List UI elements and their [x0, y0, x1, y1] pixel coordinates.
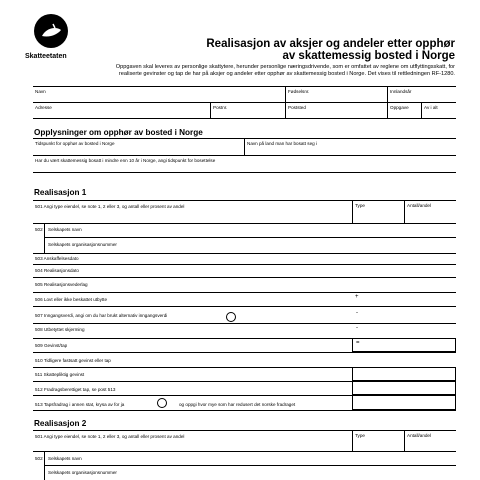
r1-company-name[interactable]: Selskapets navn [48, 227, 82, 232]
municipality-field[interactable]: Innlandsår [387, 86, 456, 102]
poststed-field[interactable]: Poststed [285, 102, 387, 118]
oppgave-field[interactable]: Oppgave [387, 102, 421, 118]
intro-text: Oppgaven skal leveres av personlige skattytere, herunder personlige næringsdrivende, som er omfattet av reglene om utflyttingsskatt, for realiserte gevinster og tap de har på aksjer og andeler etter opphør av skattemessig bosted i Norge. Det vises til rettledningen RF-1280. [115, 64, 455, 78]
skatteetaten-logo-icon [34, 14, 68, 48]
r1-row-513: 513 Tapsfradrag i annen stat, krysa av for ja [35, 402, 125, 407]
ssn-field[interactable]: Fødselsnr. [285, 86, 387, 102]
r1-row-503[interactable]: 503 Anskaffelsesdato [35, 256, 79, 261]
r1-row-501: 501 Angi type eiendel, se note 1, 2 eller 3, og antall eller prosent av andel [35, 204, 185, 209]
r2-row-502: 502 [35, 456, 43, 461]
av-i-alt-field[interactable]: Av i alt [421, 102, 456, 118]
opphor-time-field[interactable]: Tidspunkt for opphør av bosted i Norge [33, 138, 244, 155]
opphor-heading: Opplysninger om opphør av bosted i Norge [34, 128, 203, 137]
r1-row-505[interactable]: 505 Realisasjonsvederlag [35, 282, 88, 287]
r1-row-512[interactable]: 512 Fradragsberettiget tap, se post 513 [35, 387, 116, 392]
realisasjon2-heading: Realisasjon 2 [34, 419, 87, 428]
form-title-line1: Realisasjon av aksjer og andeler etter opphør [206, 38, 455, 50]
address-field[interactable]: Adresse [33, 102, 210, 118]
r1-row-510[interactable]: 510 Tidligere fastsatt gevinst eller tap [35, 358, 111, 363]
r2-company-name[interactable]: Selskapets navn [48, 456, 82, 461]
r1-antall-label: Antall/andel [407, 203, 432, 208]
r1-row-502: 502 [35, 227, 43, 232]
r1-op-plus: + [355, 294, 359, 300]
r1-row-513-continued: og oppgi hvor mye som har redusert det norske fradraget [179, 402, 296, 407]
r1-op-minus1: - [356, 310, 358, 316]
postnr-field[interactable]: Postnr. [210, 102, 285, 118]
r1-row-509[interactable]: 509 Gevinst/tap [35, 343, 68, 348]
realisasjon1-heading: Realisasjon 1 [34, 188, 87, 197]
r1-tapsfradrag-box[interactable] [352, 395, 456, 410]
logo-name: Skatteetaten [25, 53, 67, 60]
r2-type-label: Type [355, 433, 365, 438]
r1-row-508[interactable]: 508 Utbetyttet skjerming [35, 327, 85, 332]
resident-field[interactable]: Har du vært skattemessig bosatt i mindre enn 10 år i Norge, angi tidspunkt for bosettelse [33, 155, 456, 172]
name-field[interactable]: Navn [33, 86, 285, 102]
form-title-line2: av skattemessig bosted i Norge [282, 50, 455, 62]
country-field[interactable]: Navn på land man har bosatt seg i [244, 138, 456, 155]
r1-op-minus2: - [356, 325, 358, 331]
r1-org-number[interactable]: Selskapets organisasjonsnummer [48, 242, 117, 247]
r2-org-number[interactable]: Selskapets organisasjonsnummer [48, 470, 117, 475]
r1-tapsfradrag-checkbox[interactable] [157, 398, 167, 408]
r1-skattepliktig-box[interactable] [352, 367, 456, 381]
r1-row-507[interactable]: 507 Inngangsverdi, angi om du har brukt alternativ inngangsverdi [35, 313, 168, 318]
r1-tap-box[interactable] [352, 381, 456, 395]
r1-row-504[interactable]: 504 Realisasjonsdato [35, 268, 79, 273]
r2-antall-label: Antall/andel [407, 433, 432, 438]
r1-type-label: Type [355, 203, 365, 208]
r1-op-equals: = [356, 340, 360, 346]
r1-alt-inngangsverdi-checkbox[interactable] [226, 312, 236, 322]
r2-row-501: 501 Angi type eiendel, se note 1, 2 eller 3, og antall eller prosent av andel [35, 434, 185, 439]
r1-row-511[interactable]: 511 Skattepliktig gevinst [35, 372, 85, 377]
r1-gevinst-box[interactable] [352, 338, 456, 352]
r1-row-506[interactable]: 506 Lovt eller ikke beskattet utbytte [35, 297, 108, 302]
